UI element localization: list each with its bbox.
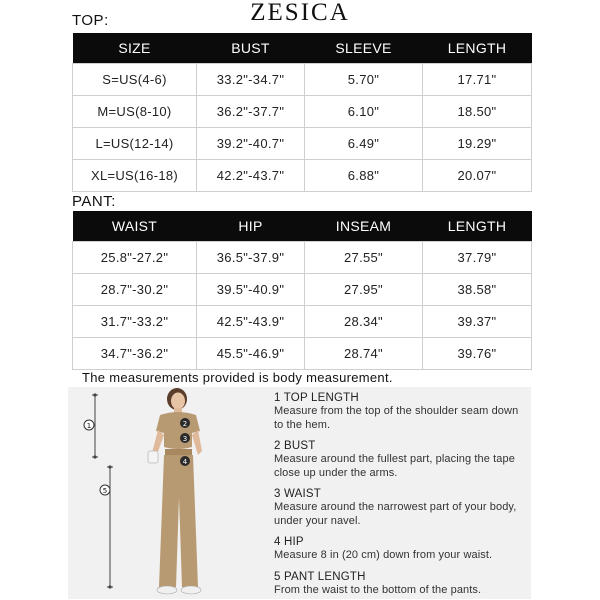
cell-length: 17.71" — [423, 63, 532, 95]
svg-text:1: 1 — [86, 422, 92, 430]
cell-size: S=US(4-6) — [73, 63, 197, 95]
guide-dot — [93, 393, 96, 396]
pant-section-label: PANT: — [72, 193, 116, 210]
table-row — [73, 63, 532, 95]
cell-hip: 42.5"-43.9" — [197, 305, 305, 337]
cell-waist: 28.7"-30.2" — [73, 273, 197, 305]
instruction-desc: Measure 8 in (20 cm) down from your waist. — [274, 549, 493, 561]
header-sleeve: SLEEVE — [305, 33, 423, 63]
marker-hip — [180, 456, 190, 466]
marker-top-length — [84, 420, 94, 430]
instruction-desc: Measure from the top of the shoulder seam down to the hem. — [274, 405, 519, 431]
guide-dot — [93, 455, 96, 458]
instruction-item — [274, 535, 529, 563]
cell-hip: 45.5"-46.9" — [197, 337, 305, 369]
cell-inseam: 28.34" — [305, 305, 423, 337]
table-row — [73, 337, 532, 369]
svg-text:2: 2 — [182, 420, 188, 428]
measurement-instructions — [274, 391, 529, 600]
cell-length: 37.79" — [423, 241, 532, 273]
cell-inseam: 27.55" — [305, 241, 423, 273]
cell-length: 39.37" — [423, 305, 532, 337]
table-row — [73, 159, 532, 191]
cell-length: 18.50" — [423, 95, 532, 127]
model-figure — [68, 387, 268, 599]
instruction-item — [274, 487, 529, 528]
cell-length: 20.07" — [423, 159, 532, 191]
marker-bust — [180, 418, 190, 428]
cell-sleeve: 6.49" — [305, 127, 423, 159]
guide-dot — [108, 585, 111, 588]
instruction-item — [274, 570, 529, 598]
cell-sleeve: 6.10" — [305, 95, 423, 127]
cell-size: XL=US(16-18) — [73, 159, 197, 191]
instruction-desc: Measure around the narrowest part of your body, under your navel. — [274, 501, 517, 527]
instruction-title: 5 PANT LENGTH — [274, 570, 366, 583]
svg-text:3: 3 — [182, 435, 188, 443]
instruction-item — [274, 439, 529, 480]
instruction-title: 3 WAIST — [274, 488, 321, 500]
header-waist: WAIST — [73, 211, 197, 241]
cell-inseam: 27.95" — [305, 273, 423, 305]
cell-length: 19.29" — [423, 127, 532, 159]
cell-waist: 31.7"-33.2" — [73, 305, 197, 337]
table-row — [73, 127, 532, 159]
table-row — [73, 95, 532, 127]
model-silhouette — [148, 388, 202, 594]
measurement-note: The measurements provided is body measurement. — [82, 370, 393, 385]
header-size: SIZE — [73, 33, 197, 63]
cell-size: M=US(8-10) — [73, 95, 197, 127]
marker-waist — [180, 433, 190, 443]
cell-length: 38.58" — [423, 273, 532, 305]
cell-waist: 34.7"-36.2" — [73, 337, 197, 369]
header-hip: HIP — [197, 211, 305, 241]
cell-length: 39.76" — [423, 337, 532, 369]
brand-logo: ZESICA — [250, 0, 350, 26]
header-inseam: INSEAM — [305, 211, 423, 241]
table-header-row — [73, 33, 532, 63]
pant-size-table — [72, 211, 532, 370]
table-row — [73, 241, 532, 273]
top-size-table — [72, 33, 532, 192]
svg-text:5: 5 — [102, 487, 108, 495]
cell-bust: 33.2"-34.7" — [197, 63, 305, 95]
instruction-title: 1 TOP LENGTH — [274, 392, 359, 404]
cell-bust: 36.2"-37.7" — [197, 95, 305, 127]
top-section-label: TOP: — [72, 12, 109, 29]
cell-sleeve: 6.88" — [305, 159, 423, 191]
instruction-title: 4 HIP — [274, 536, 304, 548]
table-header-row — [73, 211, 532, 241]
pant-length-guide — [107, 467, 113, 587]
cell-bust: 42.2"-43.7" — [197, 159, 305, 191]
cell-bust: 39.2"-40.7" — [197, 127, 305, 159]
instruction-item — [274, 391, 529, 432]
cell-waist: 25.8"-27.2" — [73, 241, 197, 273]
instruction-title: 2 BUST — [274, 440, 316, 452]
instruction-desc: From the waist to the bottom of the pants. — [274, 583, 482, 596]
cell-hip: 39.5"-40.9" — [197, 273, 305, 305]
table-row — [73, 273, 532, 305]
header-length: LENGTH — [423, 211, 532, 241]
header-bust: BUST — [197, 33, 305, 63]
instruction-desc: Measure around the fullest part, placing the tape close up under the arms. — [274, 453, 515, 479]
cell-hip: 36.5"-37.9" — [197, 241, 305, 273]
measurement-guide-panel — [68, 387, 531, 599]
guide-dot — [108, 465, 111, 468]
cell-size: L=US(12-14) — [73, 127, 197, 159]
cell-sleeve: 5.70" — [305, 63, 423, 95]
svg-text:4: 4 — [182, 458, 188, 466]
table-row — [73, 305, 532, 337]
header-length: LENGTH — [423, 33, 532, 63]
marker-pant-length — [100, 485, 110, 495]
cell-inseam: 28.74" — [305, 337, 423, 369]
